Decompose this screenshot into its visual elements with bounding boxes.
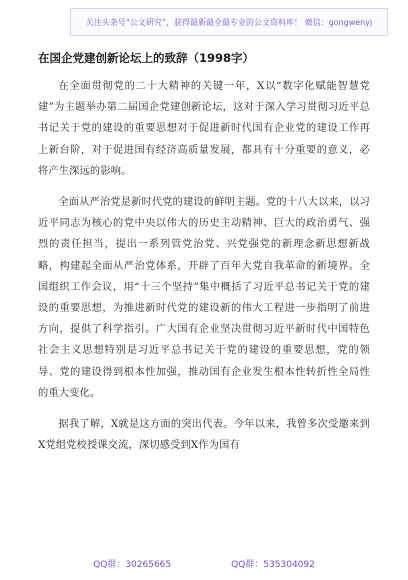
header-banner-text: 关注头条号“公文研究”，获得最新最全最专业的公文资料库！ 微信：gongwenyj	[85, 17, 373, 27]
footer	[0, 557, 408, 570]
header-banner	[70, 8, 388, 36]
document-body	[38, 50, 370, 466]
document-title: 在国企党建创新论坛上的致辞（1998字）	[38, 51, 255, 65]
footer-qq-group-1: QQ群：30265665	[93, 560, 172, 570]
paragraph: 据我了解，X就是这方面的突出代表。今年以来，我曾多次受邀来到X党组党校授课交流，深切感受到X作为国有	[38, 419, 370, 452]
paragraph: 在全面贯彻党的二十大精神的关键一年，X以“数字化赋能智慧党建”为主题举办第二届国企党建创新论坛，这对于深入学习贯彻习近平总书记关于党的建设的重要思想对于促进新时代国有企业党的建设工作再上新台阶，对于促进国有经济高质量发展，都具有十分重要的意义，必将产生深远的影响。	[38, 81, 370, 177]
footer-qq-group-2: QQ群：535304092	[231, 560, 315, 570]
paragraph: 全面从严治党是新时代党的建设的鲜明主题。党的十八大以来，以习近平同志为核心的党中央以伟大的历史主动精神、巨大的政治勇气、强烈的责任担当，提出一系列管党治党、兴党强党的新理念新思想新战略，构建起全面从严治党体系，开辟了百年大党自我革命的新境界。全国组织工作会议，用“十三个坚持”集中概括了习近平总书记关于党的建设的重要思想，为推进新时代党的建设新的伟大工程进一步指明了前进方向，提供了科学指引。广大国有企业坚决贯彻习近平新时代中国特色社会主义思想特别是习近平总书记关于党的建设的重要思想，党的领导、党的建设得到根本性加强，推动国有企业发生根本性转折性全局性的重大变化。	[38, 197, 371, 399]
